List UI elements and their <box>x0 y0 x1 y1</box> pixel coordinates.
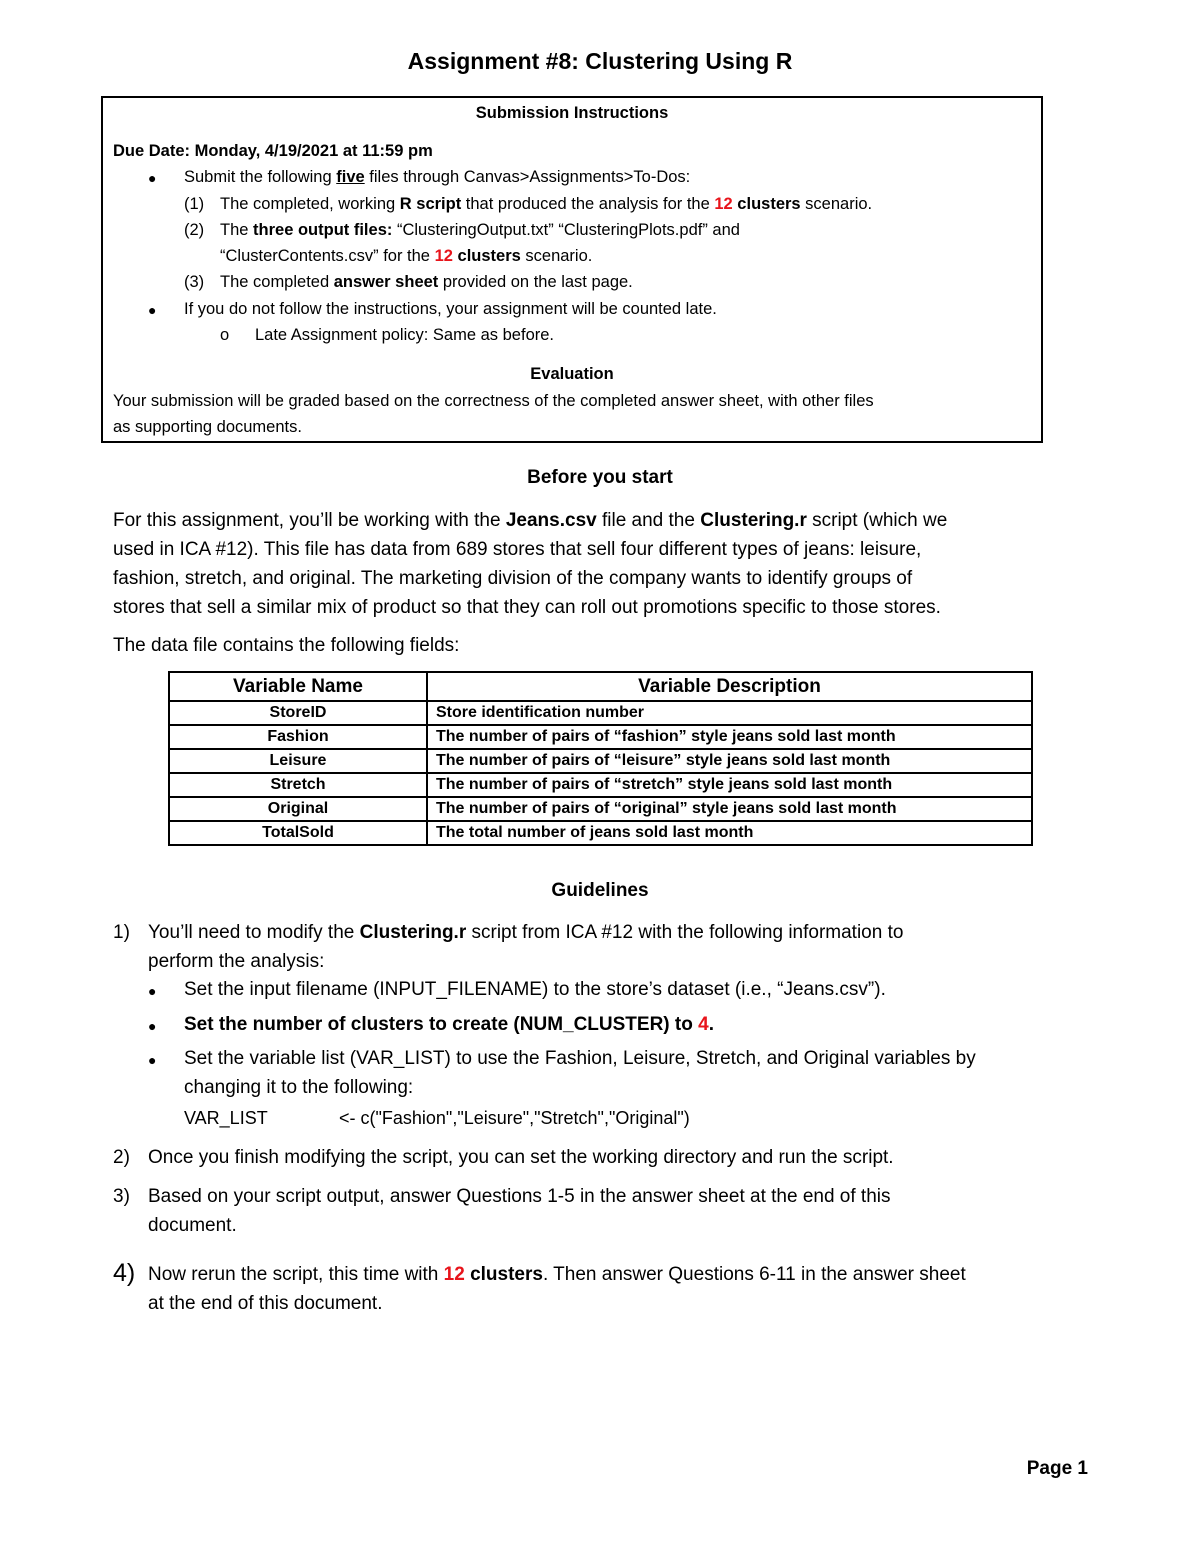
variable-description: Store identification number <box>427 701 1032 725</box>
table-header-row <box>169 672 1032 701</box>
guideline-1-line-1 <box>148 922 903 944</box>
variable-name: Original <box>169 797 427 821</box>
page-number: Page 1 <box>1026 1458 1088 1479</box>
guideline-bullet-3-line-1: Set the variable list (VAR_LIST) to use the Fashion, Leisure, Stretch, and Original variables by <box>184 1048 976 1069</box>
code-var-value: <- c("Fashion","Leisure","Stretch","Original") <box>339 1108 690 1128</box>
guideline-2: Once you finish modifying the script, you can set the working directory and run the script. <box>148 1147 894 1168</box>
intro-line-3: fashion, stretch, and original. The marketing division of the company wants to identify groups of <box>113 568 913 589</box>
intro-l1-a: For this assignment, you’ll be working with the <box>113 510 506 531</box>
variable-name: StoreID <box>169 701 427 725</box>
g4-bold: clusters <box>464 1264 543 1285</box>
item-1 <box>220 195 872 214</box>
num-cluster-value: 4 <box>698 1014 709 1035</box>
table-row <box>169 725 1032 749</box>
table-row <box>169 821 1032 845</box>
item-3-bold: answer sheet <box>333 273 439 291</box>
item-1-bold2: clusters <box>732 195 801 213</box>
bullet-icon: ● <box>148 302 157 318</box>
item-2-bold2: clusters <box>452 247 521 265</box>
intro-l1-e: script (which we <box>806 510 948 531</box>
item-3 <box>220 273 633 292</box>
guideline-4-line-1 <box>148 1264 966 1286</box>
submit-post: files through Canvas>Assignments>To-Dos: <box>364 168 691 186</box>
g4-a: Now rerun the script, this time with <box>148 1264 444 1285</box>
guideline-bullet-1: Set the input filename (INPUT_FILENAME) to the store’s dataset (i.e., “Jeans.csv”). <box>184 979 886 1000</box>
item-2-l2-pre: “ClusterContents.csv” for the <box>220 247 435 265</box>
late-note: If you do not follow the instructions, your assignment will be counted late. <box>184 300 717 318</box>
intro-l1-c: file and the <box>596 510 701 531</box>
jeans-file: Jeans.csv <box>505 510 597 531</box>
item-1-number: (1) <box>184 195 205 213</box>
item-2-number: (2) <box>184 221 205 239</box>
guideline-3-line-1: Based on your script output, answer Questions 1-5 in the answer sheet at the end of this <box>148 1186 891 1207</box>
table-row <box>169 773 1032 797</box>
evaluation-heading: Evaluation <box>530 365 614 383</box>
submission-heading: Submission Instructions <box>475 104 669 122</box>
item-1-pre: The completed, working <box>220 195 400 213</box>
variable-name: Stretch <box>169 773 427 797</box>
item-2-bold: three output files: <box>253 221 393 239</box>
item-2-pre: The <box>220 221 254 239</box>
item-3-post: provided on the last page. <box>438 273 633 291</box>
guideline-2-number: 2) <box>113 1147 130 1168</box>
variable-name: Leisure <box>169 749 427 773</box>
guideline-3-number: 3) <box>113 1186 130 1207</box>
table-header-name: Variable Name <box>169 672 427 701</box>
item-2-line-2 <box>220 247 592 266</box>
variable-description: The number of pairs of “leisure” style jeans sold last month <box>427 749 1032 773</box>
bullet-icon: ● <box>148 170 157 186</box>
intro-paragraph <box>113 506 947 622</box>
variable-description: The number of pairs of “fashion” style jeans sold last month <box>427 725 1032 749</box>
circle-bullet-icon: o <box>220 326 230 344</box>
late-policy: Late Assignment policy: Same as before. <box>255 326 554 344</box>
item-1-mid: that produced the analysis for the <box>461 195 715 213</box>
bullet-icon: ● <box>148 1052 157 1068</box>
fields-intro: The data file contains the following fields: <box>113 635 460 656</box>
guideline-4-line-2: at the end of this document. <box>148 1293 383 1314</box>
variable-description: The total number of jeans sold last month <box>427 821 1032 845</box>
g1-c: script from ICA #12 with the following information to <box>466 922 904 943</box>
before-start-heading: Before you start <box>527 467 673 488</box>
guideline-bullet-2 <box>184 1014 714 1036</box>
item-1-post: scenario. <box>800 195 873 213</box>
submit-pre: Submit the following <box>184 168 337 186</box>
variable-name: TotalSold <box>169 821 427 845</box>
variables-table <box>168 671 1033 846</box>
variable-name: Fashion <box>169 725 427 749</box>
table-row <box>169 749 1032 773</box>
code-var-name: VAR_LIST <box>184 1108 268 1128</box>
intro-line-2: used in ICA #12). This file has data from 689 stores that sell four different types of jeans: leisure, <box>113 539 922 560</box>
guideline-3-line-2: document. <box>148 1215 237 1236</box>
item-2 <box>220 221 740 240</box>
item-2-l2-post: scenario. <box>520 247 593 265</box>
bullet-icon: ● <box>148 983 157 999</box>
item-1-cluster-count: 12 <box>714 195 733 213</box>
item-2-post: “ClusteringOutput.txt” “ClusteringPlots.pdf” and <box>392 221 740 239</box>
item-2-cluster-count: 12 <box>434 247 453 265</box>
table-row <box>169 701 1032 725</box>
intro-line-1 <box>113 506 947 535</box>
variable-description: The number of pairs of “stretch” style jeans sold last month <box>427 773 1032 797</box>
guideline-1-number: 1) <box>113 922 130 943</box>
g4-b: . Then answer Questions 6-11 in the answer sheet <box>542 1264 966 1285</box>
evaluation-line-1: Your submission will be graded based on the correctness of the completed answer sheet, with other files <box>113 392 874 410</box>
due-date: Due Date: Monday, 4/19/2021 at 11:59 pm <box>113 142 433 160</box>
b2-a: Set the number of clusters to create (NUM_CLUSTER) to <box>184 1014 699 1035</box>
guideline-1-line-2: perform the analysis: <box>148 951 325 972</box>
item-1-bold: R script <box>399 195 462 213</box>
b2-b: . <box>708 1014 714 1035</box>
intro-line-4: stores that sell a similar mix of product so that they can roll out promotions specific to those stores. <box>113 597 941 618</box>
g1-script: Clustering.r <box>359 922 467 943</box>
item-3-number: (3) <box>184 273 205 291</box>
g4-cluster-count: 12 <box>443 1264 465 1285</box>
g1-a: You’ll need to modify the <box>148 922 360 943</box>
table-header-description: Variable Description <box>427 672 1032 701</box>
page-title: Assignment #8: Clustering Using R <box>407 48 793 74</box>
guidelines-heading: Guidelines <box>551 880 649 901</box>
submission-instructions-box <box>101 96 1043 443</box>
guideline-bullet-3-line-2: changing it to the following: <box>184 1077 414 1098</box>
variable-description: The number of pairs of “original” style jeans sold last month <box>427 797 1032 821</box>
clustering-script: Clustering.r <box>700 510 807 531</box>
table-row <box>169 797 1032 821</box>
evaluation-line-2: as supporting documents. <box>113 418 302 436</box>
item-3-pre: The completed <box>220 273 334 291</box>
guideline-4-number: 4) <box>113 1259 136 1287</box>
submit-instruction <box>184 168 690 187</box>
submit-five: five <box>336 168 365 186</box>
bullet-icon: ● <box>148 1018 157 1034</box>
